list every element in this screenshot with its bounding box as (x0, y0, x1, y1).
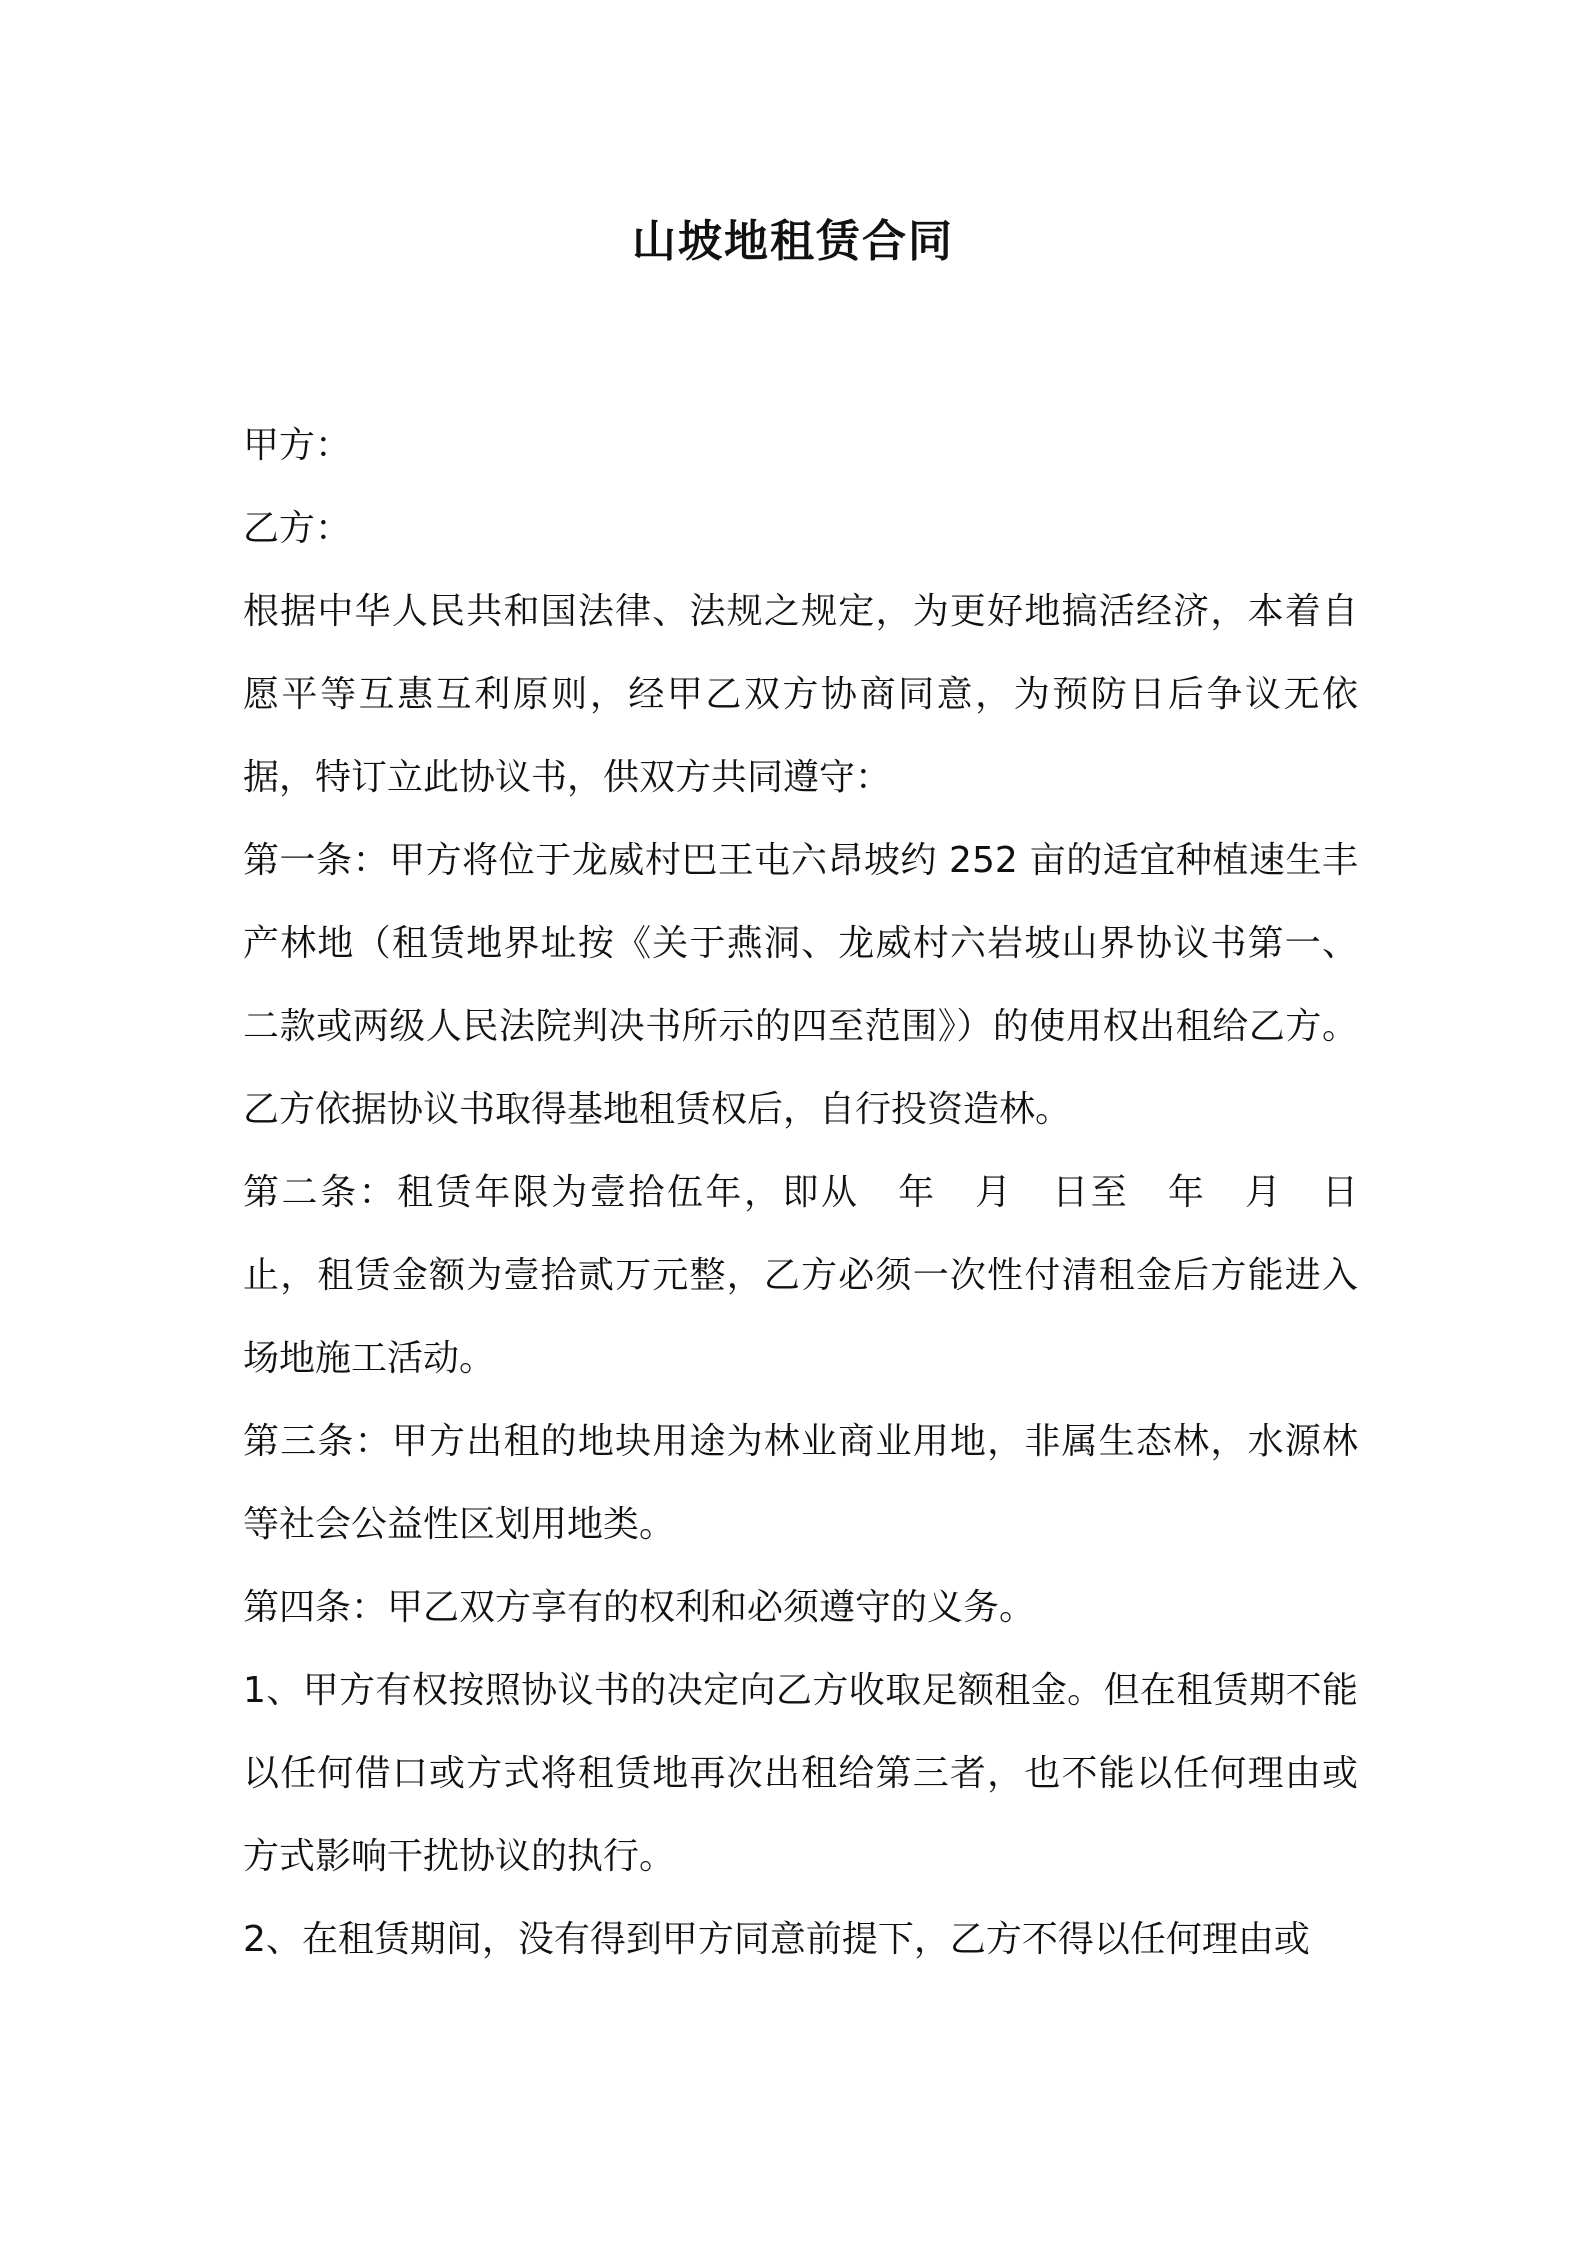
article-4-item-1-paragraph: 1、甲方有权按照协议书的决定向乙方收取足额租金。但在租赁期不能以任何借口或方式将租赁地再次出租给第三者，也不能以任何理由或方式影响干扰协议的执行。 (243, 1670, 1358, 1877)
article-4-paragraph: 第四条：甲乙双方享有的权利和必须遵守的义务。 (243, 1587, 1036, 1628)
preamble-paragraph: 根据中华人民共和国法律、法规之规定，为更好地搞活经济，本着自愿平等互惠互利原则，经甲乙双方协商同意，为预防日后争议无依据，特订立此协议书，供双方共同遵守： (243, 591, 1358, 798)
article-1-paragraph: 第一条：甲方将位于龙威村巴王屯六昂坡约 252 亩的适宜种植速生丰产林地（租赁地界址按《关于燕洞、龙威村六岩坡山界协议书第一、二款或两级人民法院判决书所示的四至范围》）的使用权出租给乙方。乙方依据协议书取得基地租赁权后，自行投资造林。 (243, 840, 1358, 1130)
article-4-item-2-paragraph: 2、在租赁期间，没有得到甲方同意前提下，乙方不得以任何理由或 (243, 1919, 1310, 1960)
document-title: 山坡地租赁合同 (632, 216, 954, 267)
party-a-line: 甲方： (243, 425, 352, 466)
document-body (243, 404, 1358, 1981)
article-2-paragraph: 第二条：租赁年限为壹拾伍年，即从 年 月 日至 年 月 日止，租赁金额为壹拾贰万元整，乙方必须一次性付清租金后方能进入场地施工活动。 (243, 1172, 1358, 1379)
article-3-paragraph: 第三条：甲方出租的地块用途为林业商业用地，非属生态林，水源林等社会公益性区划用地类。 (243, 1421, 1358, 1545)
party-b-line: 乙方： (243, 508, 352, 549)
